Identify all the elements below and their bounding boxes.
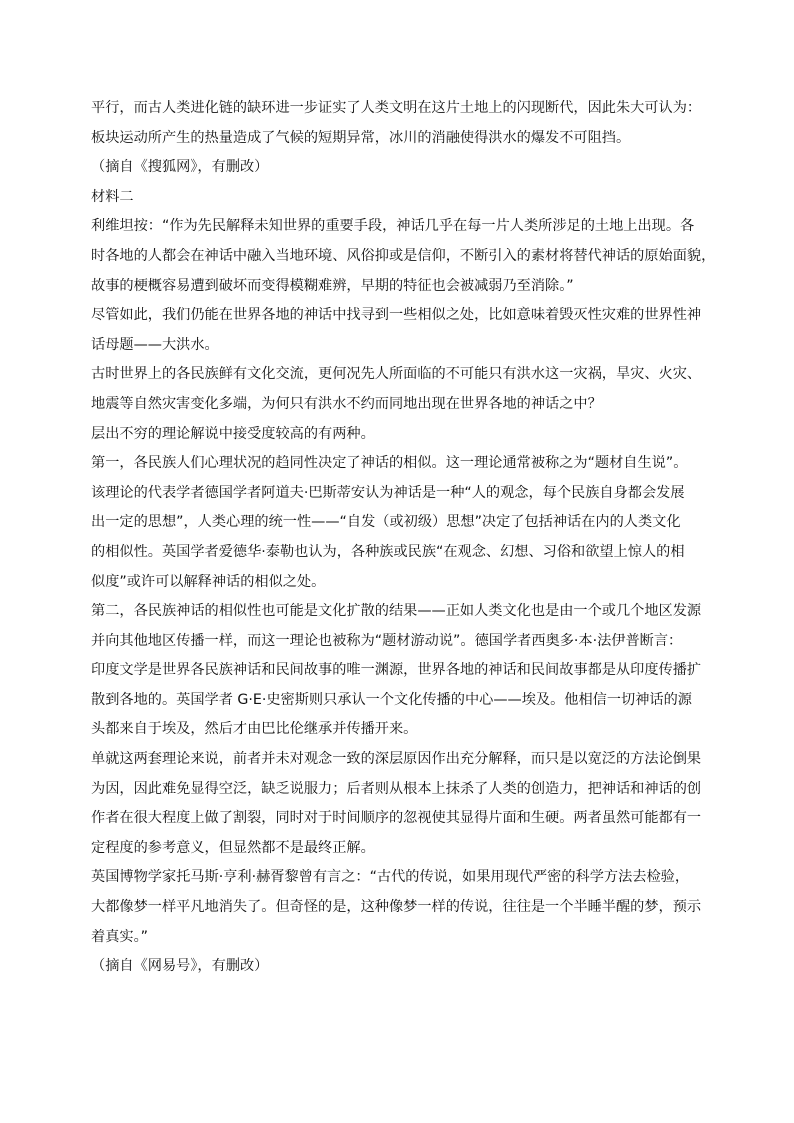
paragraph-line: 地震等自然灾害变化多端，为何只有洪水不约而同地出现在世界各地的神话之中？: [91, 395, 602, 412]
source-citation: （摘自《网易号》，有删改）: [91, 958, 269, 975]
paragraph-line: 头都来自于埃及，然后才由巴比伦继承并传播开来。: [91, 721, 418, 738]
paragraph-line: 古时世界上的各民族鲜有文化交流，更何况先人所面临的不可能只有洪水这一灾祸，旱灾、火灾、: [91, 366, 702, 383]
paragraph-line: 出一定的思想”，人类心理的统一性——“自发（或初级）思想”决定了包括神话在内的人类文化: [91, 514, 681, 531]
article-body: [91, 97, 716, 985]
paragraph-line: 第二，各民族神话的相似性也可能是文化扩散的结果——正如人类文化也是由一个或几个地区发源: [91, 603, 702, 620]
paragraph-line: 尽管如此，我们仍能在世界各地的神话中找寻到一些相似之处，比如意味着毁灭性灾难的世界性神: [91, 307, 702, 324]
paragraph-line: 印度文学是世界各民族神话和民间故事的唯一渊源，世界各地的神话和民间故事都是从印度传播扩: [91, 662, 702, 679]
paragraph-line: 似度”或许可以解释神话的相似之处。: [91, 573, 326, 590]
paragraph-line: 层出不穷的理论解说中接受度较高的有两种。: [91, 425, 375, 442]
paragraph-line: 散到各地的。英国学者 G·E·史密斯则只承认一个文化传播的中心——埃及。他相信一切神话的源: [91, 691, 692, 708]
paragraph-line: 话母题——大洪水。: [91, 336, 219, 353]
paragraph-line: 并向其他地区传播一样，而这一理论也被称为“题材游动说”。德国学者西奥多·本·法伊普断言：: [91, 632, 683, 649]
paragraph-line: 故事的梗概容易遭到破坏而变得模糊难辨，早期的特征也会被减弱乃至消除。”: [91, 277, 574, 294]
paragraph-line: 该理论的代表学者德国学者阿道夫·巴斯蒂安认为神话是一种“人的观念，每个民族自身都会发展: [91, 484, 685, 501]
source-citation: （摘自《搜狐网》，有删改）: [91, 159, 269, 176]
paragraph-line: 板块运动所产生的热量造成了气候的短期异常，冰川的消融使得洪水的爆发不可阻挡。: [91, 129, 631, 146]
section-heading: 材料二: [91, 188, 134, 205]
paragraph-line: 着真实。”: [91, 928, 149, 945]
paragraph-line: 时各地的人都会在神话中融入当地环境、风俗抑或是信仰，不断引入的素材将替代神话的原始面貌，: [91, 247, 716, 264]
paragraph-line: 大都像梦一样平凡地消失了。但奇怪的是，这种像梦一样的传说，往往是一个半睡半醒的梦，预示: [91, 899, 702, 916]
paragraph-line: 利维坦按：“作为先民解释未知世界的重要手段，神话几乎在每一片人类所涉足的土地上出现。各: [91, 218, 695, 235]
paragraph-line: 单就这两套理论来说，前者并未对观念一致的深层原因作出充分解释，而只是以宽泛的方法论倒果: [91, 751, 702, 768]
paragraph-line: 定程度的参考意义，但显然都不是最终正解。: [91, 839, 375, 856]
paragraph-line: 第一，各民族人们心理状况的趋同性决定了神话的相似。这一理论通常被称之为“题材自生说”。: [91, 455, 688, 472]
paragraph-line: 作者在很大程度上做了割裂，同时对于时间顺序的忽视使其显得片面和生硬。两者虽然可能都有一: [91, 810, 702, 827]
paragraph-line: 英国博物学家托马斯·亨利·赫胥黎曾有言之：“古代的传说，如果用现代严密的科学方法去检验，: [91, 869, 690, 886]
paragraph-line: 为因，因此难免显得空泛，缺乏说服力；后者则从根本上抹杀了人类的创造力，把神话和神话的创: [91, 780, 702, 797]
paragraph-line: 的相似性。英国学者爱德华·泰勒也认为，各种族或民族“在观念、幻想、习俗和欲望上惊人的相: [91, 543, 685, 560]
paragraph-line: 平行，而古人类进化链的缺环进一步证实了人类文明在这片土地上的闪现断代，因此朱大可认为：: [91, 100, 702, 116]
